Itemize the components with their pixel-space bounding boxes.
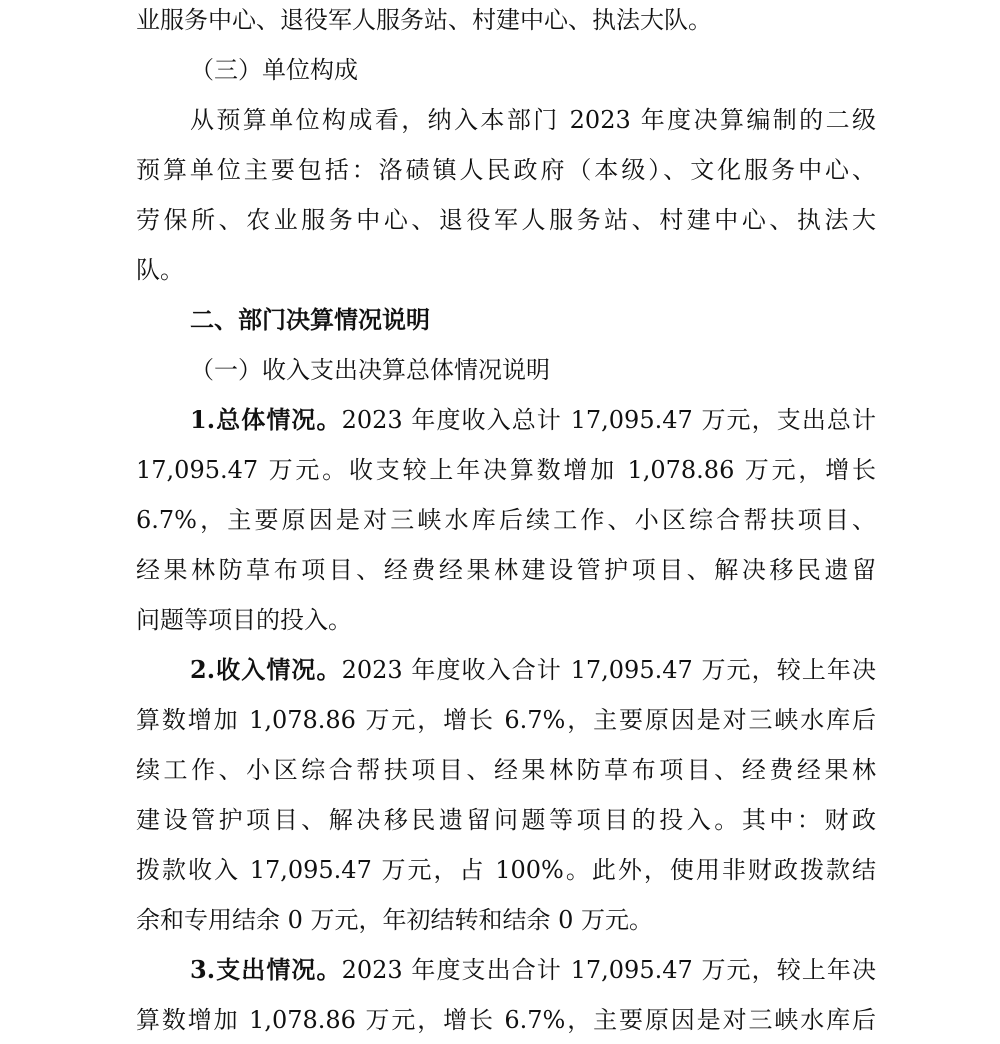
text-line: 算数增加 1,078.86 万元，增长 6.7%，主要原因是对三峡水库后 bbox=[136, 1006, 876, 1034]
text-line: 业服务中心、退役军人服务站、村建中心、执法大队。 bbox=[136, 6, 712, 34]
text-line: 6.7%，主要原因是对三峡水库后续工作、小区综合帮扶项目、 bbox=[136, 506, 876, 534]
text-line: 算数增加 1,078.86 万元，增长 6.7%，主要原因是对三峡水库后 bbox=[136, 706, 876, 734]
lead-overall: 1.总体情况。 bbox=[190, 405, 342, 434]
section-heading-budget-explanation: 二、部门决算情况说明 bbox=[190, 305, 430, 334]
text-line: 预算单位主要包括：洛碛镇人民政府（本级）、文化服务中心、 bbox=[136, 156, 876, 184]
paragraph-overall-first-line bbox=[136, 400, 876, 440]
lead-income: 2.收入情况。 bbox=[190, 655, 342, 684]
text-line: 从预算单位构成看，纳入本部门 2023 年度决算编制的二级 bbox=[190, 106, 876, 134]
text-line: 队。 bbox=[136, 256, 184, 284]
text-line: 劳保所、农业服务中心、退役军人服务站、村建中心、执法大 bbox=[136, 206, 876, 234]
text-line: 17,095.47 万元。收支较上年决算数增加 1,078.86 万元，增长 bbox=[136, 456, 876, 484]
text-run: 2023 年度收入总计 17,095.47 万元，支出总计 bbox=[341, 406, 876, 434]
text-line: 拨款收入 17,095.47 万元，占 100%。此外，使用非财政拨款结 bbox=[136, 856, 876, 884]
text-line: 续工作、小区综合帮扶项目、经果林防草布项目、经费经果林 bbox=[136, 756, 876, 784]
paragraph-income-first-line bbox=[136, 650, 876, 690]
text-line: 经果林防草布项目、经费经果林建设管护项目、解决移民遗留 bbox=[136, 556, 876, 584]
text-line: 余和专用结余 0 万元，年初结转和结余 0 万元。 bbox=[136, 906, 654, 934]
text-line: 建设管护项目、解决移民遗留问题等项目的投入。其中：财政 bbox=[136, 806, 876, 834]
text-run: 2023 年度收入合计 17,095.47 万元，较上年决 bbox=[341, 656, 876, 684]
section-heading-unit-composition: （三）单位构成 bbox=[190, 56, 358, 84]
lead-expenditure: 3.支出情况。 bbox=[190, 955, 342, 984]
text-line: 问题等项目的投入。 bbox=[136, 606, 352, 634]
text-run: 2023 年度支出合计 17,095.47 万元，较上年决 bbox=[341, 956, 876, 984]
paragraph-expenditure-first-line bbox=[136, 950, 876, 990]
subsection-heading-overall: （一）收入支出决算总体情况说明 bbox=[190, 356, 550, 384]
